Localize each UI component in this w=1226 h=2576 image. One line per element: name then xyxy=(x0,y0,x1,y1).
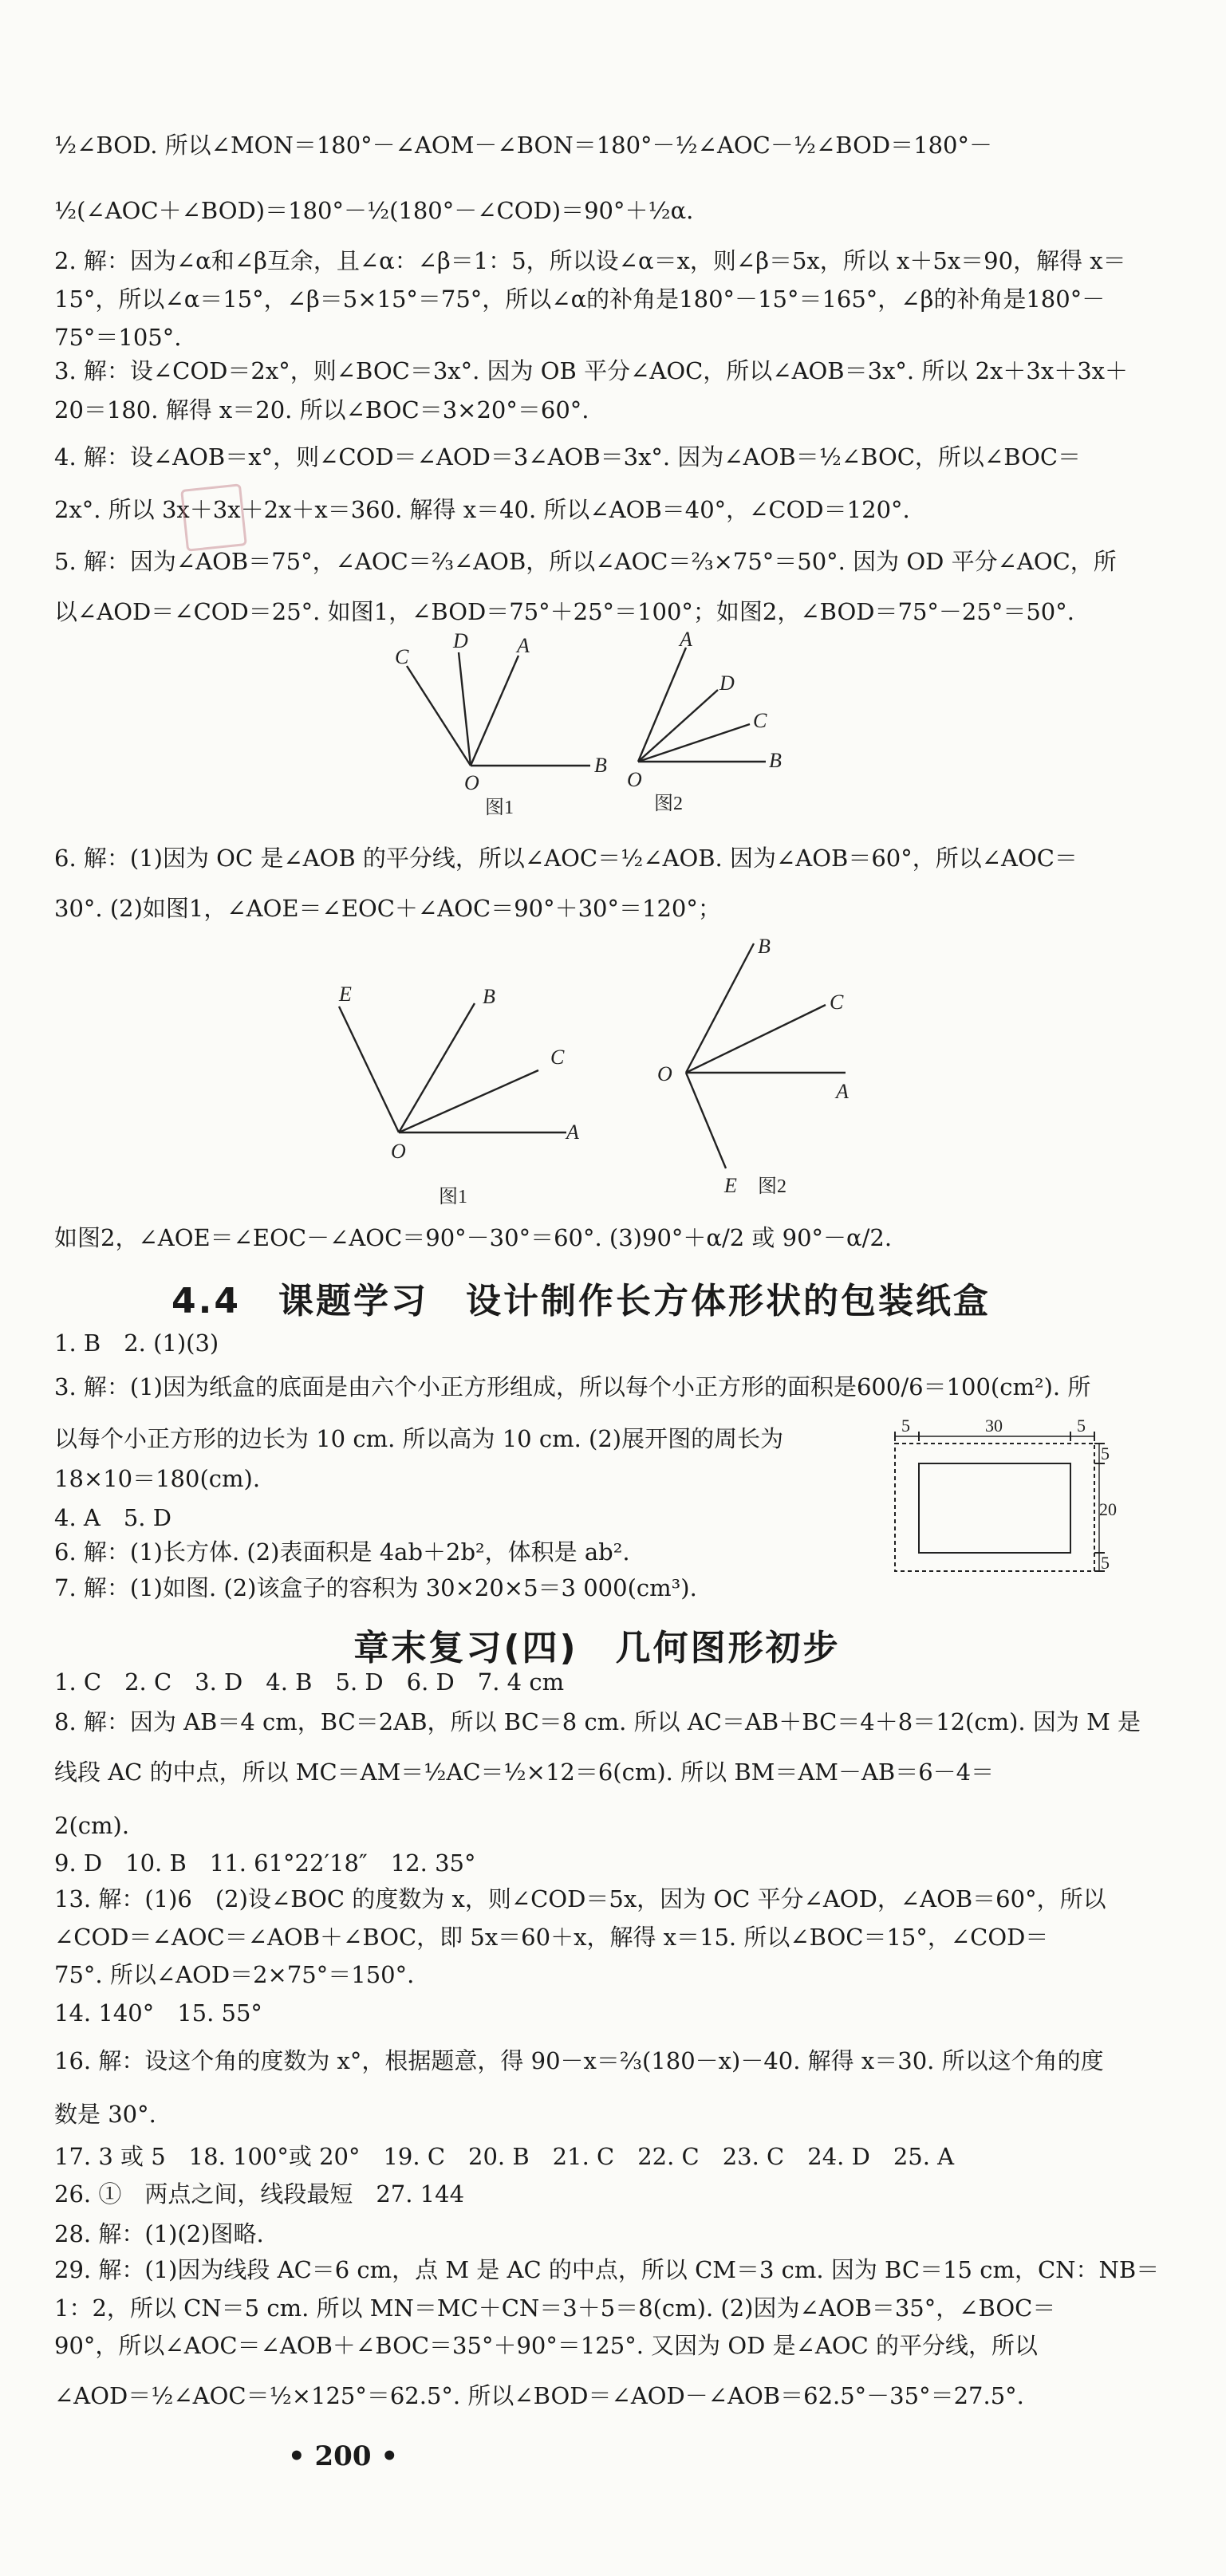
text-line: 6. 解：(1)因为 OC 是∠AOB 的平分线，所以∠AOC＝½∠AOB. 因为∠AOB＝60°，所以∠AOC＝ xyxy=(54,845,1078,872)
label-c: C xyxy=(753,709,767,732)
text-line: 如图2，∠AOE＝∠EOC－∠AOC＝90°－30°＝60°. (3)90°＋α/2 或 90°－α/2. xyxy=(54,1224,893,1251)
figure-q6-2 xyxy=(646,929,877,1208)
label-o: O xyxy=(657,1062,672,1085)
label-o: O xyxy=(464,771,479,794)
text-line: 16. 解：设这个角的度数为 x°，根据题意，得 90－x＝⅔(180－x)－40. 解得 x＝30. 所以这个角的度 xyxy=(54,2047,1104,2074)
text-line: ∠AOD＝½∠AOC＝½×125°＝62.5°. 所以∠BOD＝∠AOD－∠AOB＝62.5°－35°＝27.5°. xyxy=(54,2382,1024,2409)
section-heading: 4.4 课题学习 设计制作长方体形状的包装纸盒 xyxy=(171,1281,991,1321)
figure-q6-1 xyxy=(319,981,606,1212)
text-line: 数是 30°. xyxy=(54,2101,156,2128)
text-line: 1. B 2. (1)(3) xyxy=(54,1329,219,1357)
label-e: E xyxy=(724,1174,737,1197)
ray-oa xyxy=(471,656,518,766)
label-a: A xyxy=(517,634,530,657)
label-c: C xyxy=(550,1046,565,1069)
label-e: E xyxy=(339,983,352,1006)
ray-od xyxy=(638,690,718,762)
text-line: 2x°. 所以 3x＋3x＋2x＋x＝360. 解得 x＝40. 所以∠AOB＝40°，∠COD＝120°. xyxy=(54,496,910,523)
text-line: 26. ① 两点之间，线段最短 27. 144 xyxy=(54,2180,465,2208)
label-b: B xyxy=(769,749,782,772)
label-a: A xyxy=(836,1080,849,1103)
dim-width: 30 xyxy=(985,1416,1003,1436)
text-line: 线段 AC 的中点，所以 MC＝AM＝½AC＝½×12＝6(cm). 所以 BM＝AM－AB＝6－4＝ xyxy=(54,1759,995,1786)
ray-ob xyxy=(686,943,754,1073)
text-line: 7. 解：(1)如图. (2)该盒子的容积为 30×20×5＝3 000(cm³). xyxy=(54,1574,697,1601)
label-b: B xyxy=(594,754,607,777)
ray-oe xyxy=(686,1073,726,1168)
text-line: 2(cm). xyxy=(54,1812,130,1839)
figure-box-net xyxy=(885,1416,1117,1583)
dim-top: 5 xyxy=(1101,1444,1110,1463)
text-line: 3. 解：设∠COD＝2x°，则∠BOC＝3x°. 因为 OB 平分∠AOC，所以∠AOB＝3x°. 所以 2x＋3x＋3x＋ xyxy=(54,357,1128,384)
label-d: D xyxy=(453,629,468,652)
text-line: 14. 140° 15. 55° xyxy=(54,1999,262,2027)
text-line: 以∠AOD＝∠COD＝25°. 如图1，∠BOD＝75°＋25°＝100°；如图2，∠BOD＝75°－25°＝50°. xyxy=(54,598,1074,625)
text-line: 2. 解：因为∠α和∠β互余，且∠α：∠β＝1：5，所以设∠α＝x，则∠β＝5x，所以 x＋5x＝90，解得 x＝ xyxy=(54,247,1126,274)
dim-height: 20 xyxy=(1099,1499,1117,1519)
text-line: 4. A 5. D xyxy=(54,1504,171,1531)
net-base xyxy=(919,1463,1070,1553)
label-b: B xyxy=(758,935,771,958)
text-line: 28. 解：(1)(2)图略. xyxy=(54,2220,264,2247)
ray-oc xyxy=(638,724,750,762)
chapter-heading: 章末复习(四) 几何图形初步 xyxy=(353,1628,841,1668)
text-line: 75°. 所以∠AOD＝2×75°＝150°. xyxy=(54,1961,415,1988)
watermark-stamp xyxy=(180,483,247,552)
text-line: 18×10＝180(cm). xyxy=(54,1465,261,1492)
text-line: 5. 解：因为∠AOB＝75°，∠AOC＝⅔∠AOB，所以∠AOC＝⅔×75°＝50°. 因为 OD 平分∠AOC，所 xyxy=(54,548,1117,575)
text-line: 9. D 10. B 11. 61°22′18″ 12. 35° xyxy=(54,1849,476,1877)
dim-right: 5 xyxy=(1077,1416,1086,1436)
ray-oe xyxy=(339,1006,399,1132)
text-line: 6. 解：(1)长方体. (2)表面积是 4ab＋2b²，体积是 ab². xyxy=(54,1538,630,1566)
label-b: B xyxy=(483,985,495,1008)
label-d: D xyxy=(719,672,735,695)
text-line: 75°＝105°. xyxy=(54,324,182,351)
label-c: C xyxy=(830,991,844,1014)
text-line: 1. C 2. C 3. D 4. B 5. D 6. D 7. 4 cm xyxy=(54,1668,565,1696)
text-line: 29. 解：(1)因为线段 AC＝6 cm，点 M 是 AC 的中点，所以 CM＝3 cm. 因为 BC＝15 cm，CN：NB＝ xyxy=(54,2256,1160,2283)
caption: 图2 xyxy=(654,794,683,814)
dim-left: 5 xyxy=(901,1416,910,1436)
caption: 图1 xyxy=(439,1187,467,1207)
text-line: 13. 解：(1)6 (2)设∠BOC 的度数为 x，则∠COD＝5x，因为 OC 平分∠AOD，∠AOB＝60°，所以 xyxy=(54,1885,1106,1912)
caption: 图2 xyxy=(758,1176,786,1197)
figure-q5-2 xyxy=(606,630,814,821)
label-c: C xyxy=(395,645,409,668)
text-line: ½∠BOD. 所以∠MON＝180°－∠AOM－∠BON＝180°－½∠AOC－½∠BOD＝180°－ xyxy=(54,132,992,159)
text-line: 30°. (2)如图1，∠AOE＝∠EOC＋∠AOC＝90°＋30°＝120°； xyxy=(54,895,721,922)
label-o: O xyxy=(627,768,642,791)
label-a: A xyxy=(566,1121,579,1144)
text-line: ∠COD＝∠AOC＝∠AOB＋∠BOC，即 5x＝60＋x，解得 x＝15. 所以∠BOC＝15°，∠COD＝ xyxy=(54,1924,1049,1951)
dim-bottom: 5 xyxy=(1101,1553,1110,1573)
ray-ob xyxy=(399,1003,475,1132)
text-line: 4. 解：设∠AOB＝x°，则∠COD＝∠AOD＝3∠AOB＝3x°. 因为∠AOB＝½∠BOC，所以∠BOC＝ xyxy=(54,443,1082,471)
page-number: • 200 • xyxy=(287,2440,399,2472)
figure-q5-1 xyxy=(375,630,630,821)
text-line: 20＝180. 解得 x＝20. 所以∠BOC＝3×20°＝60°. xyxy=(54,396,589,423)
text-line: 17. 3 或 5 18. 100°或 20° 19. C 20. B 21. C 22. C 23. C 24. D 25. A xyxy=(54,2143,955,2170)
text-line: ½(∠AOC＋∠BOD)＝180°－½(180°－∠COD)＝90°＋½α. xyxy=(54,197,694,224)
label-o: O xyxy=(391,1140,406,1163)
text-line: 1：2，所以 CN＝5 cm. 所以 MN＝MC＋CN＝3＋5＝8(cm). (2)因为∠AOB＝35°，∠BOC＝ xyxy=(54,2294,1056,2322)
text-line: 以每个小正方形的边长为 10 cm. 所以高为 10 cm. (2)展开图的周长为 xyxy=(54,1425,784,1452)
ray-oa xyxy=(638,648,686,762)
ray-oc xyxy=(399,1070,538,1132)
text-line: 90°，所以∠AOC＝∠AOB＋∠BOC＝35°＋90°＝125°. 又因为 OD 是∠AOC 的平分线，所以 xyxy=(54,2332,1039,2359)
text-line: 15°，所以∠α＝15°，∠β＝5×15°＝75°，所以∠α的补角是180°－15°＝165°，∠β的补角是180°－ xyxy=(54,286,1106,313)
caption: 图1 xyxy=(485,798,514,818)
label-a: A xyxy=(680,628,692,651)
text-line: 8. 解：因为 AB＝4 cm，BC＝2AB，所以 BC＝8 cm. 所以 AC＝AB＋BC＝4＋8＝12(cm). 因为 M 是 xyxy=(54,1708,1141,1735)
text-line: 3. 解：(1)因为纸盒的底面是由六个小正方形组成，所以每个小正方形的面积是600/6＝100(cm²). 所 xyxy=(54,1373,1091,1400)
ray-oc xyxy=(686,1005,826,1073)
